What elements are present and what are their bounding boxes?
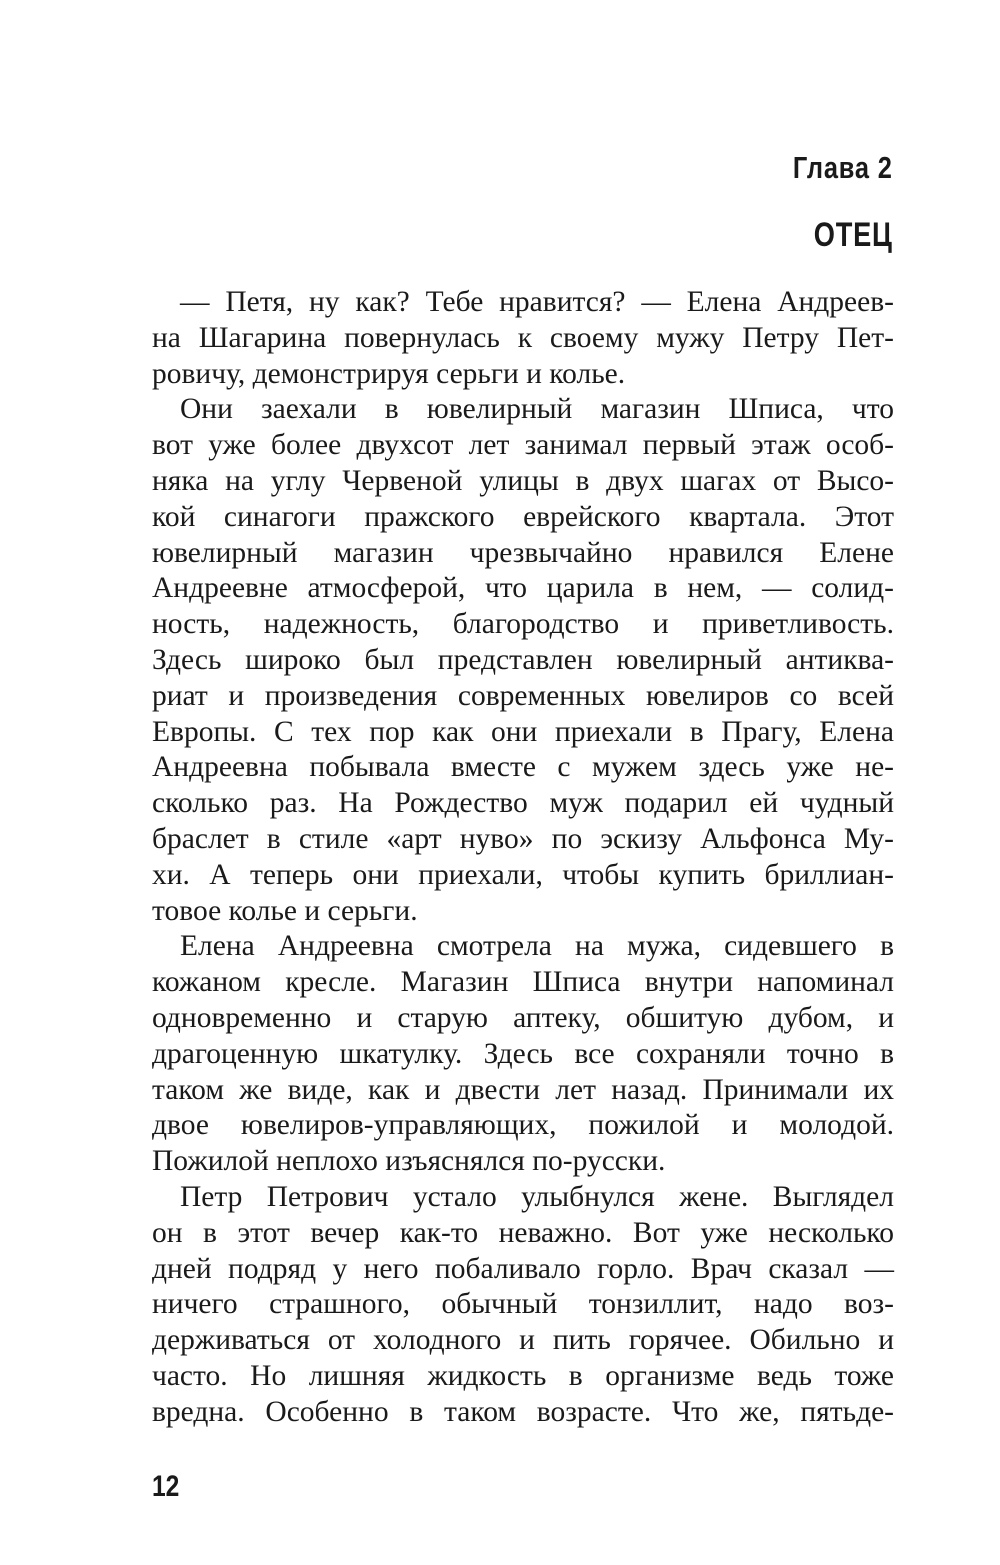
paragraph-3	[152, 929, 894, 1180]
text-line: Андреевне атмосферой, что царила в нем, — солид-	[152, 572, 894, 605]
text-line: ничего страшного, обычный тонзиллит, надо воз-	[152, 1288, 894, 1321]
text-line: Здесь широко был представлен ювелирный антиква-	[152, 643, 894, 676]
page-number: 12	[152, 1470, 180, 1503]
text-line: Пожилой неплохо изъяснялся по-русски.	[152, 1145, 666, 1178]
text-line: ность, надежность, благородство и приветливость.	[152, 608, 894, 641]
text-line: часто. Но лишняя жидкость в организме ведь тоже	[152, 1359, 894, 1392]
text-line: ювелирный магазин чрезвычайно нравился Елене	[152, 536, 894, 569]
text-line: Петр Петрович устало улыбнулся жене. Выглядел	[180, 1180, 894, 1213]
text-line: сколько раз. На Рождество муж подарил ей чудный	[152, 787, 894, 820]
text-line: держиваться от холодного и пить горячее. Обильно и	[152, 1324, 894, 1357]
text-line: кожаном кресле. Магазин Шписа внутри напоминал	[152, 966, 894, 999]
text-line: товое колье и серьги.	[152, 894, 418, 927]
text-line: двое ювелиров-управляющих, пожилой и молодой.	[152, 1109, 894, 1142]
paragraph-2	[152, 392, 894, 929]
text-line: Европы. С тех пор как они приехали в Прагу, Елена	[152, 715, 894, 748]
text-line: таком же виде, как и двести лет назад. Принимали их	[152, 1073, 894, 1106]
text-line: ровичу, демонстрируя серьги и колье.	[152, 357, 626, 390]
text-line: вот уже более двухсот лет занимал первый этаж особ-	[152, 429, 894, 462]
text-line: — Петя, ну как? Тебе нравится? — Елена Андреев-	[180, 286, 894, 318]
chapter-title: ОТЕЦ	[814, 216, 893, 254]
chapter-label: Глава 2	[793, 150, 893, 185]
text-line: кой синагоги пражского еврейского квартала. Этот	[152, 500, 894, 533]
text-line: няка на углу Червеной улицы в двух шагах от Высо-	[152, 464, 894, 497]
text-line: риат и произведения современных ювелиров со всей	[152, 679, 894, 712]
text-line: хи. А теперь они приехали, чтобы купить бриллиан-	[152, 858, 894, 891]
text-line: он в этот вечер как-то неважно. Вот уже несколько	[152, 1216, 894, 1249]
text-line: на Шагарина повернулась к своему мужу Петру Пет-	[152, 321, 894, 354]
text-line: Андреевна побывала вместе с мужем здесь уже не-	[152, 751, 894, 784]
text-line: браслет в стиле «арт нуво» по эскизу Альфонса Му-	[152, 822, 894, 855]
text-line: Елена Андреевна смотрела на мужа, сидевшего в	[180, 930, 894, 963]
paragraph-4	[152, 1180, 894, 1431]
text-line: драгоценную шкатулку. Здесь все сохраняли точно в	[152, 1037, 894, 1070]
text-line: Они заехали в ювелирный магазин Шписа, что	[180, 393, 894, 426]
text-line: дней подряд у него побаливало горло. Врач сказал —	[152, 1252, 894, 1285]
text-line: вредна. Особенно в таком возрасте. Что же, пятьде-	[152, 1395, 894, 1428]
text-line: одновременно и старую аптеку, обшитую дубом, и	[152, 1001, 894, 1034]
body-text	[152, 285, 894, 1431]
paragraph-1	[152, 285, 894, 392]
